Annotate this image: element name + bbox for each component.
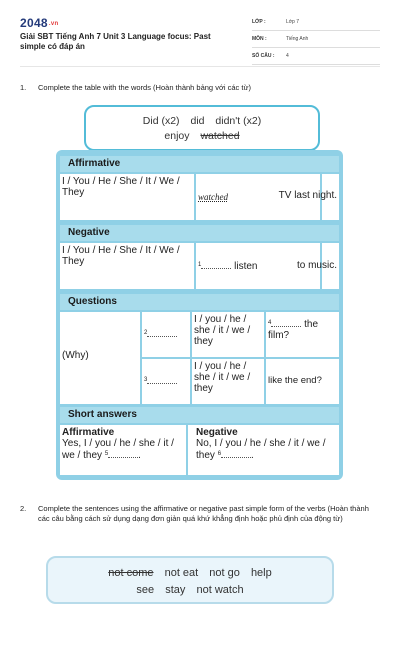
negative-verb-cell: $^1$ listen bbox=[196, 243, 320, 289]
question-b-aux: 3 bbox=[142, 359, 190, 404]
affirmative-verb: watched bbox=[198, 192, 228, 202]
section-header-short-answers: Short answers bbox=[60, 407, 339, 423]
word-option: stay bbox=[165, 584, 186, 596]
word-box-2-line-1 bbox=[48, 567, 332, 579]
section-header-questions: Questions bbox=[60, 294, 339, 310]
negative-object: to music. bbox=[296, 260, 337, 271]
meta-row-class: LỚP : Lớp 7 bbox=[252, 14, 380, 31]
answer-blank-1[interactable] bbox=[201, 260, 231, 269]
affirmative-subject: I / You / He / She / It / We / They bbox=[60, 174, 194, 220]
question-a-aux: 2 bbox=[142, 312, 190, 357]
word-option: enjoy bbox=[164, 130, 190, 142]
page-title: Giải SBT Tiếng Anh 7 Unit 3 Language focus: Past simple có đáp án bbox=[20, 32, 211, 51]
word-box-1 bbox=[84, 105, 320, 151]
word-option-used: watched bbox=[200, 130, 240, 142]
affirmative-object: TV last night. bbox=[278, 190, 337, 201]
question-a-subject: I / you / he / she / it / we / they bbox=[192, 312, 264, 357]
word-option: didn't (x2) bbox=[215, 115, 262, 127]
question-b-object: like the end? bbox=[266, 359, 339, 404]
answer-blank-6[interactable] bbox=[221, 449, 251, 458]
meta-info bbox=[252, 14, 380, 65]
answer-blank-5[interactable] bbox=[108, 449, 138, 458]
word-box-1-line-1 bbox=[86, 115, 318, 127]
question-wh-word: (Why) bbox=[60, 312, 140, 404]
meta-row-subject: MÔN : Tiếng Anh bbox=[252, 31, 380, 48]
meta-row-count: SỐ CÂU : 4 bbox=[252, 48, 380, 65]
question-b-subject: I / you / he / she / it / we / they bbox=[192, 359, 264, 404]
word-option: not eat bbox=[164, 567, 199, 579]
grammar-table bbox=[56, 150, 343, 480]
negative-subject: I / You / He / She / It / We / They bbox=[60, 243, 194, 289]
word-option: not watch bbox=[196, 584, 244, 596]
section-header-negative: Negative bbox=[60, 225, 339, 241]
question-1: 1. Complete the table with the words (Hoàn thành bảng với các từ) bbox=[20, 83, 251, 92]
word-option-used: not come bbox=[108, 567, 154, 579]
section-header-affirmative: Affirmative bbox=[60, 156, 339, 172]
answer-blank-2[interactable] bbox=[147, 328, 177, 337]
question-2: 2. Complete the sentences using the affirmative or negative past simple form of the verbs (Hoàn thành các câu bằng cách sử dụng dạng đơn giản quá khứ khẳng định hoặc phủ định của động từ) bbox=[20, 504, 369, 523]
word-box-2 bbox=[46, 556, 334, 604]
word-option: Did (x2) bbox=[142, 115, 180, 127]
short-answer-negative: Negative No, I / you / he / she / it / we / they $^6$ . bbox=[188, 425, 339, 475]
question-a-verb-cell: $^4$ the film? bbox=[266, 312, 339, 357]
answer-blank-4[interactable] bbox=[271, 318, 301, 327]
site-logo[interactable]: 2048.vn bbox=[20, 16, 59, 30]
word-option: did bbox=[190, 115, 205, 127]
short-answer-affirmative: Affirmative Yes, I / you / he / she / it / we / they $^5$ . bbox=[60, 425, 186, 475]
word-option: not go bbox=[209, 567, 240, 579]
header-divider bbox=[20, 66, 380, 67]
word-box-1-line-2 bbox=[86, 130, 318, 142]
word-option: see bbox=[136, 584, 155, 596]
negative-verb: listen bbox=[234, 261, 258, 272]
word-box-2-line-2 bbox=[48, 584, 332, 596]
question-a-object: the film? bbox=[268, 319, 319, 341]
answer-blank-3[interactable] bbox=[147, 375, 177, 384]
word-option: help bbox=[250, 567, 272, 579]
